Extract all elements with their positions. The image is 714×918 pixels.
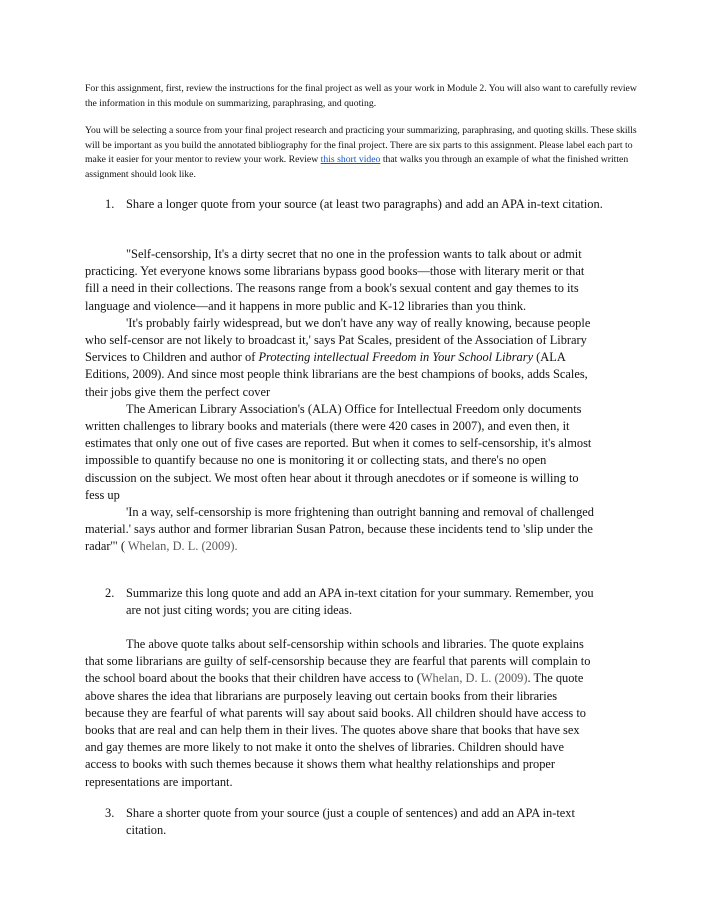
book-title: Protecting intellectual Freedom in Your School Library	[258, 350, 534, 365]
quote-text: 'It's probably fairly widespread, but we don't have any way of really knowing, because people who self-censor are not likely to broadcast it,' says Pat Scales, president of the Association of Library Services to Children and author of	[85, 315, 591, 365]
summary	[85, 636, 595, 791]
question-1	[105, 196, 605, 213]
summary-paragraph	[85, 636, 595, 791]
citation: Whelan, D. L. (2009).	[124, 539, 238, 554]
quote-paragraph-3: The American Library Association's (ALA) Office for Intellectual Freedom only documents written challenges to library books and materials (there were 420 cases in 2007), and even then, it estimates that only one out of five cases are reported. But when it comes to self-censorship, it's almost impossible to quantify because no one is monitoring it or collecting stats, and there's no open discussion on the subject. We most often hear about it through anecdotes or if someone is willing to fess up	[85, 401, 592, 502]
summary-text: The above quote talks about self-censorship within schools and libraries. The quote explains that some librarians are guilty of self-censorship because they are fearful that parents will complain to the school board about the books that their children have access to (	[85, 637, 591, 686]
question-3	[105, 805, 605, 839]
citation: Whelan, D. L. (2009)	[420, 671, 528, 686]
video-link[interactable]: this short video	[320, 154, 381, 165]
question-number: 2.	[105, 586, 115, 600]
question-number: 1.	[105, 197, 115, 211]
intro-text: You will be selecting a source from your final project research and practicing your summarizing, paraphrasing, and quoting skills. These skills will be important as you build the annotated bibliography for the final project. There are six parts to this assignment. Please label each part to make it easier for your mentor to review your work. Review	[85, 125, 637, 165]
question-text: Summarize this long quote and add an APA in-text citation for your summary. Remember, you are not just citing words; you are citing ideas.	[126, 586, 594, 617]
quote-text: (ALA Editions, 2009). And since most people think librarians are the best champions of books, adds Scales, their jobs give them the perfect cover	[85, 350, 588, 399]
question-text: Share a shorter quote from your source (just a couple of sentences) and add an APA in-text citation.	[126, 806, 575, 837]
intro-text-end: that walks you through an example of what the finished written assignment should look like.	[85, 154, 629, 180]
summary-text: . The quote above shares the idea that librarians are purposely leaving out certain books from their libraries because they are fearful of what parents will say about said books. All children should have access to books that are real and can help them in their lives. The quotes above share that books that have sex and gay themes are more likely to not make it onto the shelves of libraries. Children should have access to books with such themes because it shows them what healthy relationships and proper representations are important.	[85, 671, 586, 789]
quote-paragraph-1: "Self-censorship, It's a dirty secret that no one in the profession wants to talk about or admit practicing. Yet everyone knows some librarians bypass good books—those with literary merit or that fill a need in their collections. The reasons range from a book's sexual content and gay themes to its language and violence—and it happens in more public and K-12 libraries than you think.	[85, 247, 585, 313]
intro-paragraph-1: For this assignment, first, review the instructions for the final project as well as your work in Module 2. You will also want to carefully review the information in this module on summarizing, paraphrasing, and quoting.	[85, 83, 637, 109]
question-2	[105, 585, 605, 619]
question-number: 3.	[105, 806, 115, 820]
intro-paragraph-2	[85, 124, 637, 182]
long-quote	[85, 246, 595, 556]
question-text: Share a longer quote from your source (at least two paragraphs) and add an APA in-text citation.	[126, 197, 603, 211]
quote-text: 'In a way, self-censorship is more frightening than outright banning and removal of challenged material.' says author and former librarian Susan Patron, because these incidents tend to 'slip under the radar'" (	[85, 505, 595, 554]
quote-paragraph-4	[85, 504, 595, 556]
quote-paragraph-2	[85, 315, 595, 401]
